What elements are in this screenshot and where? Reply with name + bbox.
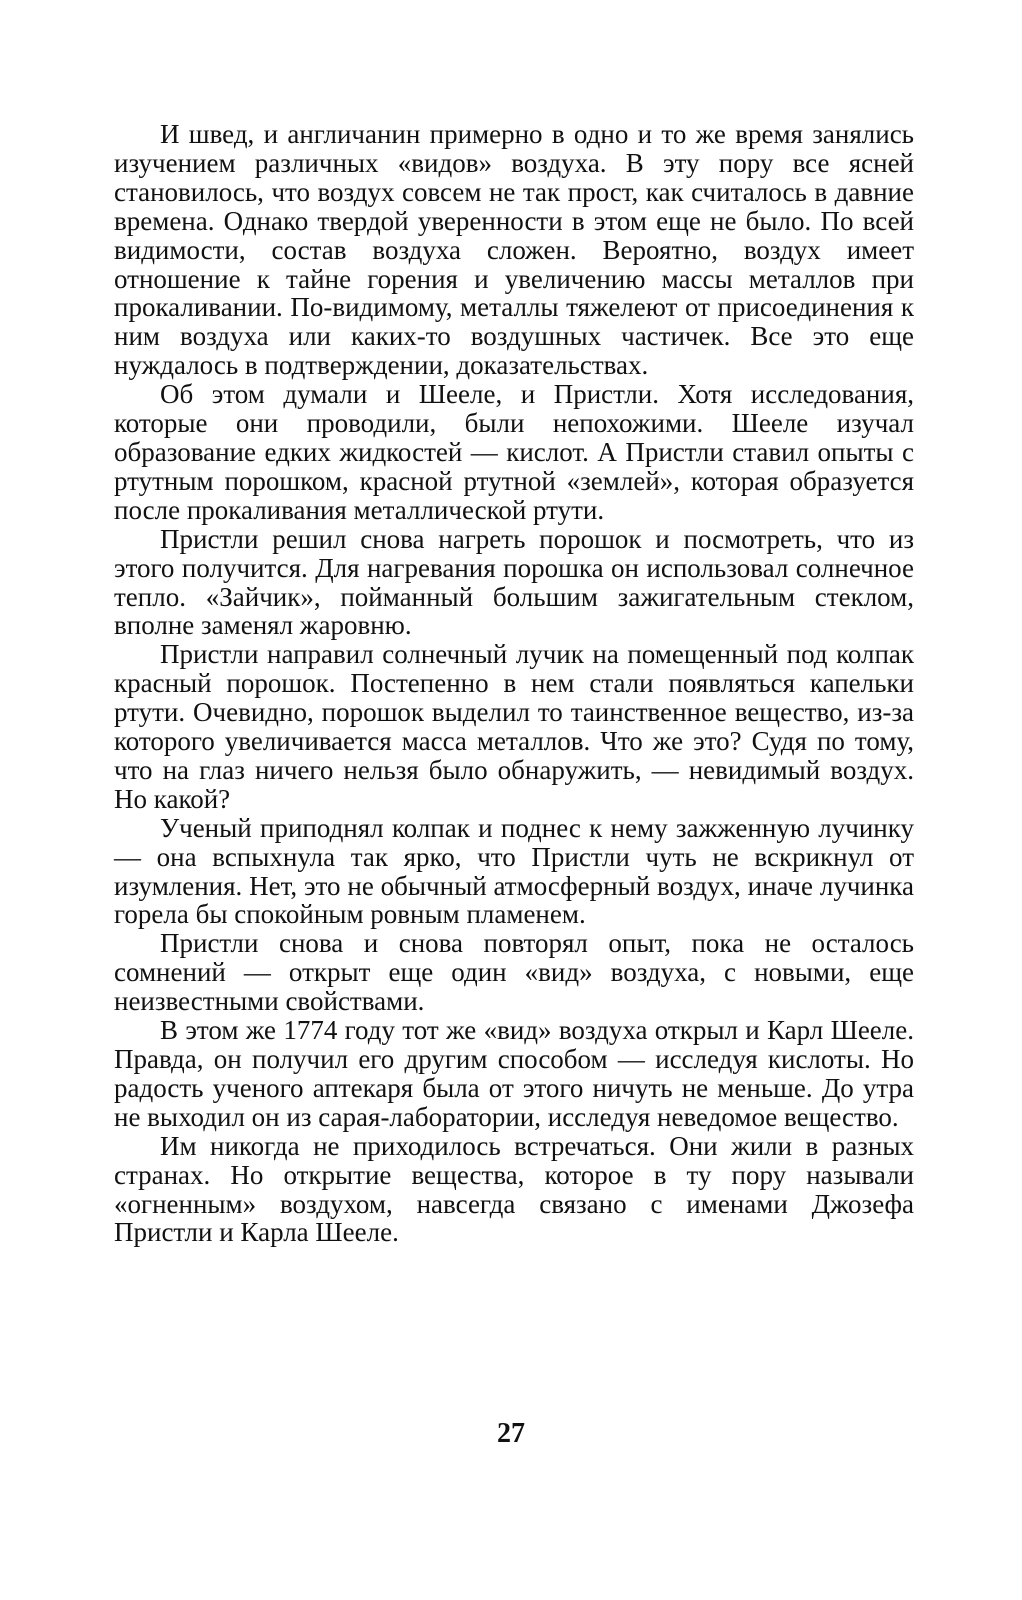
- paragraph-4: Пристли направил солнечный лучик на помещенный под колпак красный порошок. Постепенно в нем стали появляться капельки ртути. Очевидно, порошок выделил то таинственное вещество, из-за которого увеличивается масса металлов. Что же это? Судя по тому, что на глаз ничего нельзя было обнаружить, — невидимый воздух. Но какой?: [114, 639, 914, 814]
- paragraph-5: Ученый приподнял колпак и поднес к нему зажженную лучинку — она вспыхнула так ярко, что Пристли чуть не вскрикнул от изумления. Нет, это не обычный атмосферный воздух, иначе лучинка горела бы спокойным ровным пламенем.: [114, 812, 914, 930]
- paragraph-2: Об этом думали и Шееле, и Пристли. Хотя исследования, которые они проводили, были непохожими. Шееле изучал образование едких жидкостей — кислот. А Пристли ставил опыты с ртутным порошком, красной ртутной «землей», которая образуется после прокаливания металлической ртути.: [114, 379, 914, 525]
- paragraph-6: Пристли снова и снова повторял опыт, пока не осталось сомнений — открыт еще один «вид» воздуха, с новыми, еще неизвестными свойствами.: [114, 928, 914, 1017]
- paragraph-8: Им никогда не приходилось встречаться. Они жили в разных странах. Но открытие вещества, которое в ту пору называли «огненным» воздухом, навсегда связано с именами Джозефа Пристли и Карла Шееле.: [114, 1130, 914, 1248]
- body-text: [114, 120, 914, 1247]
- paragraph-7: В этом же 1774 году тот же «вид» воздуха открыл и Карл Шееле. Правда, он получил его другим способом — исследуя кислоты. Но радость ученого аптекаря была от этого ничуть не меньше. До утра не выходил он из сарая-лаборатории, исследуя неведомое вещество.: [114, 1015, 914, 1132]
- paragraph-3: Пристли решил снова нагреть порошок и посмотреть, что из этого получится. Для нагревания порошка он использовал солнечное тепло. «Зайчик», пойманный большим зажигательным стеклом, вполне заменял жаровню.: [114, 523, 914, 641]
- page-number: 27: [497, 1418, 525, 1449]
- paragraph-1: И швед, и англичанин примерно в одно и то же время занялись изучением различных «видов» воздуха. В эту пору все ясней становилось, что воздух совсем не так прост, как считалось в давние времена. Однако твердой уверенности в этом еще не было. По всей видимости, состав воздуха сложен. Вероятно, воздух имеет отношение к тайне горения и увеличению массы металлов при прокаливании. По-видимому, металлы тяжелеют от присоединения к ним воздуха или каких-то воздушных частичек. Все это еще нуждалось в подтверждении, доказательствах.: [114, 119, 914, 381]
